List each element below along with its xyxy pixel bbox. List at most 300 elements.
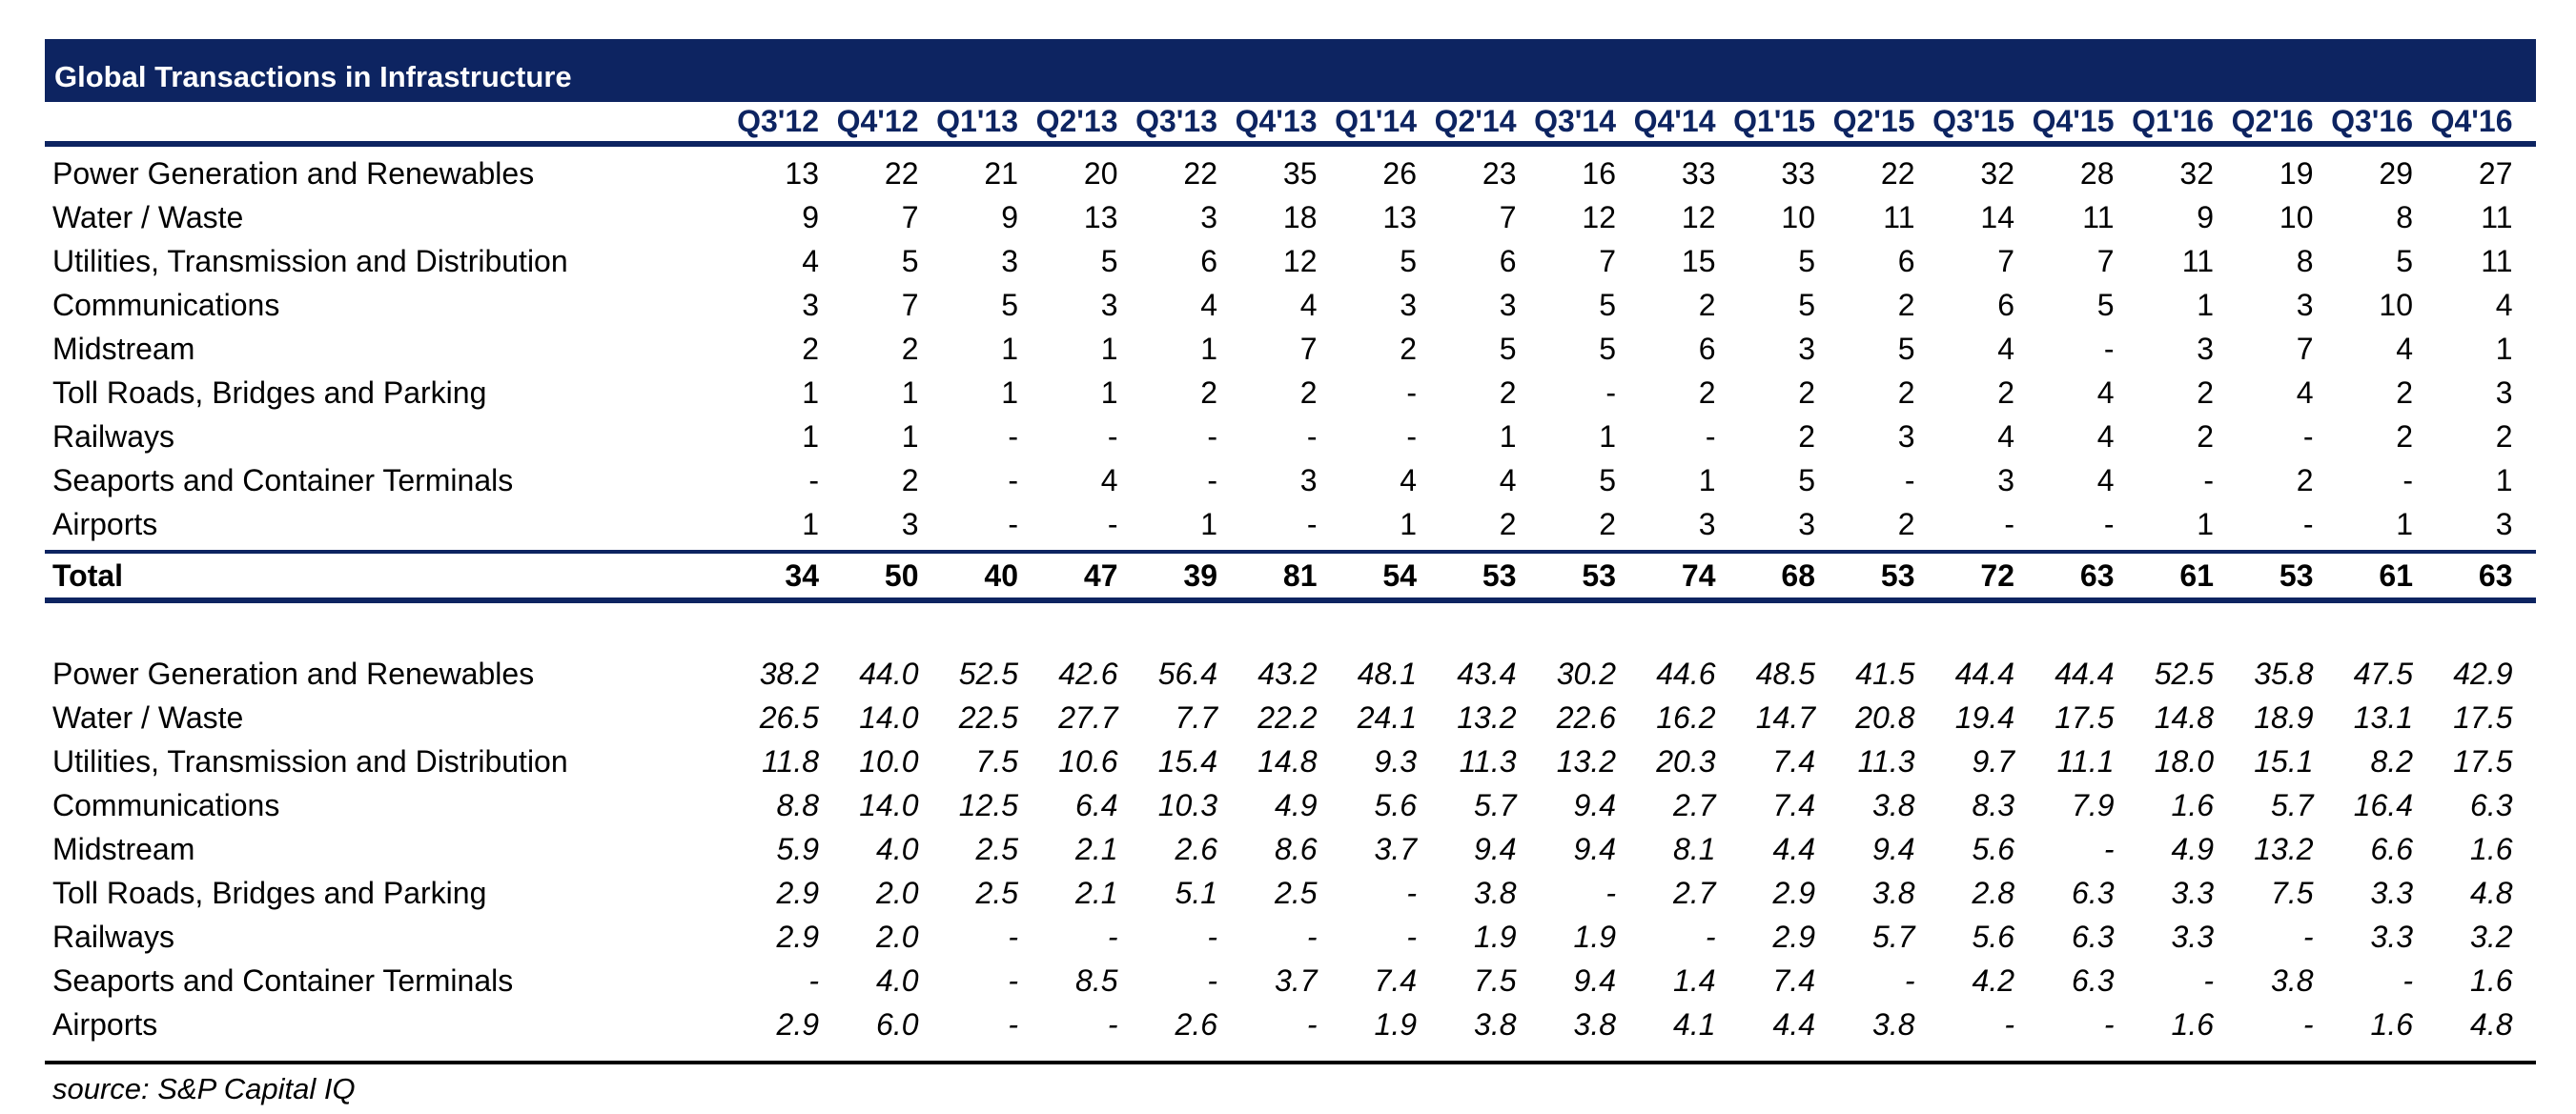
value-cell: 4.4 [1772, 832, 1815, 866]
value-cell: 13.2 [1457, 700, 1517, 735]
value-cell: - [1605, 876, 1616, 910]
row-label: Airports [52, 1007, 158, 1042]
value-cell: 2 [1897, 288, 1915, 322]
value-cell: 21 [984, 156, 1018, 191]
value-cell: 1.6 [2171, 1007, 2214, 1042]
value-cell: 12 [1582, 200, 1616, 234]
value-cell: - [1008, 507, 1018, 541]
value-cell: 5 [2096, 288, 2115, 322]
value-cell: 4.8 [2470, 876, 2513, 910]
value-cell: 5 [2396, 244, 2413, 278]
value-cell: 5.7 [2271, 788, 2314, 822]
value-cell: 1 [802, 507, 819, 541]
value-cell: 9.7 [1972, 744, 2014, 779]
value-cell: 7 [901, 288, 919, 322]
value-cell: 7.5 [1474, 963, 1517, 998]
value-cell: 4.0 [876, 963, 919, 998]
count-row [45, 371, 2536, 415]
value-cell: 16.4 [2353, 788, 2413, 822]
value-cell: 2 [1200, 375, 1217, 410]
value-cell: 20.8 [1855, 700, 1915, 735]
column-header: Q4'15 [2032, 104, 2115, 138]
value-cell: 17.5 [2453, 700, 2513, 735]
value-cell: 7 [901, 200, 919, 234]
value-cell: 15 [1681, 244, 1716, 278]
row-label: Communications [52, 788, 280, 822]
value-cell: 7 [2296, 332, 2314, 366]
value-cell: 4 [1100, 463, 1118, 497]
value-cell: 5 [1001, 288, 1018, 322]
value-cell: 3.8 [1872, 788, 1915, 822]
column-header: Q4'14 [1633, 104, 1716, 138]
value-cell: 28 [2079, 156, 2115, 191]
value-cell: 7 [1299, 332, 1318, 366]
value-cell: 11 [1883, 200, 1915, 234]
total-cell: 81 [1282, 558, 1318, 593]
value-cell: 22.6 [1556, 700, 1616, 735]
value-cell: 3.8 [1872, 876, 1915, 910]
value-cell: 2.5 [975, 876, 1018, 910]
value-cell: 5 [1100, 244, 1118, 278]
value-cell: 6.3 [2470, 788, 2513, 822]
value-cell: - [2402, 963, 2413, 998]
value-cell: - [1107, 920, 1118, 954]
value-cell: 22 [884, 156, 919, 191]
value-cell: 24.1 [1357, 700, 1417, 735]
value-cell: 5 [1499, 332, 1517, 366]
value-cell: 11 [2481, 244, 2513, 278]
percentage-row [45, 827, 2536, 871]
value-cell: 4.2 [1972, 963, 2014, 998]
value-cell: 5.6 [1972, 920, 2014, 954]
value-cell: 4 [802, 244, 819, 278]
value-cell: 22 [1880, 156, 1915, 191]
percentage-row [45, 871, 2536, 915]
value-cell: 2.0 [876, 876, 919, 910]
value-cell: 2 [2197, 419, 2214, 454]
value-cell: 2 [1897, 507, 1915, 541]
value-cell: - [1008, 419, 1018, 454]
value-cell: 13 [1382, 200, 1417, 234]
value-cell: 1 [1499, 419, 1517, 454]
value-cell: - [2103, 507, 2115, 541]
total-cell: 53 [2279, 558, 2314, 593]
value-cell: 5.7 [1872, 920, 1915, 954]
value-cell: 2.5 [1275, 876, 1318, 910]
value-cell: - [2302, 507, 2314, 541]
value-cell: - [1406, 375, 1417, 410]
value-cell: - [808, 463, 819, 497]
column-header: Q2'15 [1832, 104, 1915, 138]
value-cell: 2 [1698, 288, 1716, 322]
value-cell: 2 [1798, 419, 1815, 454]
count-row [45, 152, 2536, 195]
value-cell: 7.4 [1772, 963, 1815, 998]
value-cell: 2 [1997, 375, 2014, 410]
value-cell: 3 [1100, 288, 1118, 322]
value-cell: 9.4 [1573, 963, 1616, 998]
value-cell: 47.5 [2353, 657, 2413, 691]
total-cell: 63 [2478, 558, 2513, 593]
value-cell: 5.6 [1972, 832, 2014, 866]
value-cell: 1 [1100, 332, 1118, 366]
value-cell: 3.8 [1573, 1007, 1616, 1042]
value-cell: 2 [901, 463, 919, 497]
value-cell: 4 [2096, 463, 2115, 497]
value-cell: 42.9 [2453, 657, 2513, 691]
value-cell: 5 [1400, 244, 1417, 278]
value-cell: 5.7 [1474, 788, 1517, 822]
value-cell: 2 [2296, 463, 2314, 497]
value-cell: 1.6 [2470, 832, 2513, 866]
value-cell: 9 [2197, 200, 2214, 234]
value-cell: 1.4 [1673, 963, 1716, 998]
value-cell: 10.3 [1157, 788, 1217, 822]
row-label: Railways [52, 419, 175, 454]
value-cell: 17.5 [2453, 744, 2513, 779]
value-cell: 12 [1681, 200, 1716, 234]
value-cell: 3.8 [1872, 1007, 1915, 1042]
value-cell: 1 [2197, 288, 2214, 322]
value-cell: 5 [1897, 332, 1915, 366]
value-cell: 3 [901, 507, 919, 541]
value-cell: 2.9 [776, 1007, 819, 1042]
total-cell: 47 [1083, 558, 1118, 593]
value-cell: 18.0 [2154, 744, 2214, 779]
value-cell: - [2103, 1007, 2115, 1042]
value-cell: 2.5 [975, 832, 1018, 866]
column-header: Q4'12 [836, 104, 919, 138]
value-cell: 20.3 [1656, 744, 1716, 779]
column-header: Q4'16 [2430, 104, 2513, 138]
percentage-row [45, 739, 2536, 783]
value-cell: 11 [2181, 244, 2214, 278]
value-cell: 1 [1698, 463, 1716, 497]
value-cell: 8.1 [1673, 832, 1716, 866]
percentage-row [45, 1003, 2536, 1046]
value-cell: 10.0 [859, 744, 919, 779]
value-cell: 5.9 [776, 832, 819, 866]
value-cell: 4.9 [1275, 788, 1318, 822]
value-cell: 7 [2096, 244, 2115, 278]
value-cell: 22 [1183, 156, 1217, 191]
value-cell: - [1904, 963, 1915, 998]
percentage-row [45, 783, 2536, 827]
total-cell: 63 [2079, 558, 2115, 593]
value-cell: 1 [1400, 507, 1417, 541]
value-cell: 2 [2396, 419, 2413, 454]
value-cell: 7.4 [1772, 744, 1815, 779]
percentage-row [45, 915, 2536, 959]
value-cell: 9.4 [1573, 788, 1616, 822]
count-row [45, 415, 2536, 458]
value-cell: 1 [1100, 375, 1118, 410]
value-cell: 1.9 [1573, 920, 1616, 954]
value-cell: 3 [1200, 200, 1217, 234]
value-cell: - [1705, 920, 1716, 954]
value-cell: - [2103, 332, 2115, 366]
value-cell: 2.1 [1075, 832, 1118, 866]
value-cell: 8.8 [776, 788, 819, 822]
value-cell: 19 [2279, 156, 2314, 191]
value-cell: 3.3 [2370, 920, 2413, 954]
value-cell: 6.3 [2072, 963, 2115, 998]
value-cell: 3 [1400, 288, 1417, 322]
value-cell: 11 [2481, 200, 2513, 234]
total-label: Total [52, 558, 124, 593]
value-cell: - [1008, 1007, 1018, 1042]
count-row [45, 458, 2536, 502]
value-cell: 48.5 [1755, 657, 1815, 691]
value-cell: 44.0 [859, 657, 919, 691]
value-cell: 1 [802, 375, 819, 410]
value-cell: 1.6 [2370, 1007, 2413, 1042]
value-cell: 41.5 [1855, 657, 1915, 691]
value-cell: 16 [1582, 156, 1616, 191]
row-label: Utilities, Transmission and Distribution [52, 244, 568, 278]
value-cell: 2.9 [776, 920, 819, 954]
value-cell: 7 [1997, 244, 2014, 278]
value-cell: 20 [1083, 156, 1118, 191]
value-cell: 4 [1200, 288, 1217, 322]
value-cell: 26 [1382, 156, 1417, 191]
value-cell: 10 [1781, 200, 1815, 234]
value-cell: 1 [1200, 332, 1217, 366]
value-cell: - [1605, 375, 1616, 410]
value-cell: 2.9 [1772, 876, 1815, 910]
column-header: Q3'12 [737, 104, 819, 138]
value-cell: 5 [1798, 463, 1815, 497]
value-cell: 33 [1681, 156, 1716, 191]
value-cell: 1 [2495, 332, 2513, 366]
header-rule [45, 141, 2536, 147]
value-cell: 1 [2396, 507, 2413, 541]
value-cell: 4 [1400, 463, 1417, 497]
value-cell: - [1406, 920, 1417, 954]
value-cell: - [2302, 920, 2314, 954]
value-cell: 2 [1299, 375, 1318, 410]
value-cell: 3 [1001, 244, 1018, 278]
value-cell: 2 [1400, 332, 1417, 366]
value-cell: 4 [2495, 288, 2513, 322]
total-cell: 68 [1781, 558, 1815, 593]
value-cell: 8 [2396, 200, 2413, 234]
value-cell: 14.0 [859, 788, 919, 822]
value-cell: 3.7 [1374, 832, 1417, 866]
value-cell: 8.2 [2370, 744, 2413, 779]
value-cell: 5 [901, 244, 919, 278]
value-cell: 29 [2379, 156, 2413, 191]
value-cell: 2 [1897, 375, 1915, 410]
column-header: Q2'16 [2231, 104, 2314, 138]
value-cell: 13 [1083, 200, 1118, 234]
count-row [45, 502, 2536, 546]
value-cell: 4 [2296, 375, 2314, 410]
row-label: Power Generation and Renewables [52, 657, 535, 691]
row-label: Power Generation and Renewables [52, 156, 535, 191]
value-cell: 6 [1698, 332, 1716, 366]
value-cell: - [1406, 876, 1417, 910]
value-cell: 43.2 [1257, 657, 1318, 691]
value-cell: 3 [1499, 288, 1517, 322]
value-cell: 14 [1980, 200, 2014, 234]
value-cell: 3 [1897, 419, 1915, 454]
value-cell: 7.5 [975, 744, 1018, 779]
value-cell: 5 [1599, 463, 1616, 497]
total-cell: 74 [1681, 558, 1716, 593]
value-cell: 2 [2495, 419, 2513, 454]
value-cell: 2 [802, 332, 819, 366]
value-cell: 8.6 [1275, 832, 1318, 866]
value-cell: 2 [1499, 375, 1517, 410]
row-label: Utilities, Transmission and Distribution [52, 744, 568, 779]
value-cell: 9.3 [1374, 744, 1417, 779]
value-cell: 2 [1599, 507, 1616, 541]
row-label: Midstream [52, 832, 195, 866]
column-header: Q3'13 [1135, 104, 1217, 138]
column-header: Q1'13 [936, 104, 1018, 138]
value-cell: 3.3 [2171, 920, 2214, 954]
value-cell: 3.8 [1474, 876, 1517, 910]
value-cell: 8.5 [1075, 963, 1118, 998]
percentage-row [45, 696, 2536, 739]
value-cell: 38.2 [759, 657, 819, 691]
value-cell: 12 [1282, 244, 1318, 278]
value-cell: 2.6 [1175, 832, 1217, 866]
value-cell: - [2302, 1007, 2314, 1042]
value-cell: 4 [1997, 419, 2014, 454]
total-cell: 53 [1582, 558, 1616, 593]
value-cell: 32 [1980, 156, 2014, 191]
value-cell: 10 [2379, 288, 2413, 322]
value-cell: 13.2 [2254, 832, 2314, 866]
value-cell: 3.3 [2171, 876, 2214, 910]
total-cell: 39 [1183, 558, 1217, 593]
value-cell: 2 [1499, 507, 1517, 541]
value-cell: 52.5 [958, 657, 1018, 691]
value-cell: - [1306, 507, 1318, 541]
column-header: Q1'15 [1733, 104, 1815, 138]
value-cell: 22.2 [1257, 700, 1318, 735]
column-header: Q4'13 [1235, 104, 1318, 138]
value-cell: 13.1 [2353, 700, 2413, 735]
total-cell: 72 [1980, 558, 2014, 593]
percentage-row [45, 959, 2536, 1003]
row-label: Water / Waste [52, 200, 244, 234]
value-cell: 4 [1499, 463, 1517, 497]
value-cell: 5 [1599, 332, 1616, 366]
total-cell: 54 [1382, 558, 1417, 593]
value-cell: 1 [1001, 332, 1018, 366]
value-cell: 56.4 [1157, 657, 1217, 691]
value-cell: 7 [1499, 200, 1517, 234]
value-cell: 14.0 [859, 700, 919, 735]
value-cell: 6.6 [2370, 832, 2413, 866]
value-cell: 8 [2296, 244, 2314, 278]
counts-section [45, 152, 2536, 546]
value-cell: 3 [1798, 332, 1815, 366]
value-cell: 1.9 [1474, 920, 1517, 954]
value-cell: 44.4 [1954, 657, 2014, 691]
value-cell: 17.5 [2055, 700, 2115, 735]
value-cell: 9.4 [1474, 832, 1517, 866]
total-bottom-rule [45, 598, 2536, 603]
value-cell: - [1306, 920, 1318, 954]
column-header: Q3'14 [1534, 104, 1616, 138]
value-cell: 1 [2495, 463, 2513, 497]
value-cell: 1 [1599, 419, 1616, 454]
value-cell: 44.6 [1656, 657, 1716, 691]
value-cell: 12.5 [958, 788, 1018, 822]
value-cell: 4 [2096, 375, 2115, 410]
value-cell: - [808, 963, 819, 998]
value-cell: 2.0 [876, 920, 919, 954]
column-header: Q2'13 [1035, 104, 1118, 138]
value-cell: 27 [2478, 156, 2513, 191]
value-cell: - [1207, 963, 1217, 998]
value-cell: 3.8 [2271, 963, 2314, 998]
value-cell: 15.4 [1157, 744, 1217, 779]
value-cell: 11 [2082, 200, 2115, 234]
value-cell: 9 [1001, 200, 1018, 234]
row-label: Airports [52, 507, 158, 541]
value-cell: 2 [901, 332, 919, 366]
value-cell: 4.4 [1772, 1007, 1815, 1042]
value-cell: 5 [1599, 288, 1616, 322]
value-cell: 3 [1997, 463, 2014, 497]
value-cell: 6 [1997, 288, 2014, 322]
value-cell: 2.1 [1075, 876, 1118, 910]
value-cell: 14.7 [1755, 700, 1815, 735]
value-cell: 2.7 [1673, 788, 1716, 822]
row-label: Railways [52, 920, 175, 954]
value-cell: 5.6 [1374, 788, 1417, 822]
value-cell: 5 [1798, 244, 1815, 278]
total-cell: 53 [1880, 558, 1915, 593]
count-row [45, 239, 2536, 283]
value-cell: 6.3 [2072, 920, 2115, 954]
value-cell: - [1207, 419, 1217, 454]
value-cell: 15.1 [2254, 744, 2314, 779]
count-row [45, 195, 2536, 239]
value-cell: 33 [1781, 156, 1815, 191]
value-cell: 11.8 [762, 744, 819, 779]
value-cell: 6.3 [2072, 876, 2115, 910]
value-cell: 2.7 [1673, 876, 1716, 910]
value-cell: - [2203, 963, 2214, 998]
value-cell: 42.6 [1058, 657, 1118, 691]
value-cell: 4.9 [2171, 832, 2214, 866]
value-cell: - [2302, 419, 2314, 454]
value-cell: - [1306, 419, 1318, 454]
value-cell: 6 [1499, 244, 1517, 278]
value-cell: 6.4 [1075, 788, 1118, 822]
value-cell: 14.8 [2154, 700, 2214, 735]
value-cell: 7.9 [2072, 788, 2115, 822]
value-cell: 3 [1698, 507, 1716, 541]
row-label: Seaports and Container Terminals [52, 963, 514, 998]
value-cell: - [1207, 463, 1217, 497]
value-cell: - [1705, 419, 1716, 454]
column-header: Q3'15 [1932, 104, 2014, 138]
value-cell: 2 [1798, 375, 1815, 410]
value-cell: 1 [802, 419, 819, 454]
value-cell: 3.8 [1474, 1007, 1517, 1042]
row-label: Communications [52, 288, 280, 322]
column-header: Q3'16 [2331, 104, 2413, 138]
value-cell: 3 [2495, 507, 2513, 541]
value-cell: 2.9 [776, 876, 819, 910]
